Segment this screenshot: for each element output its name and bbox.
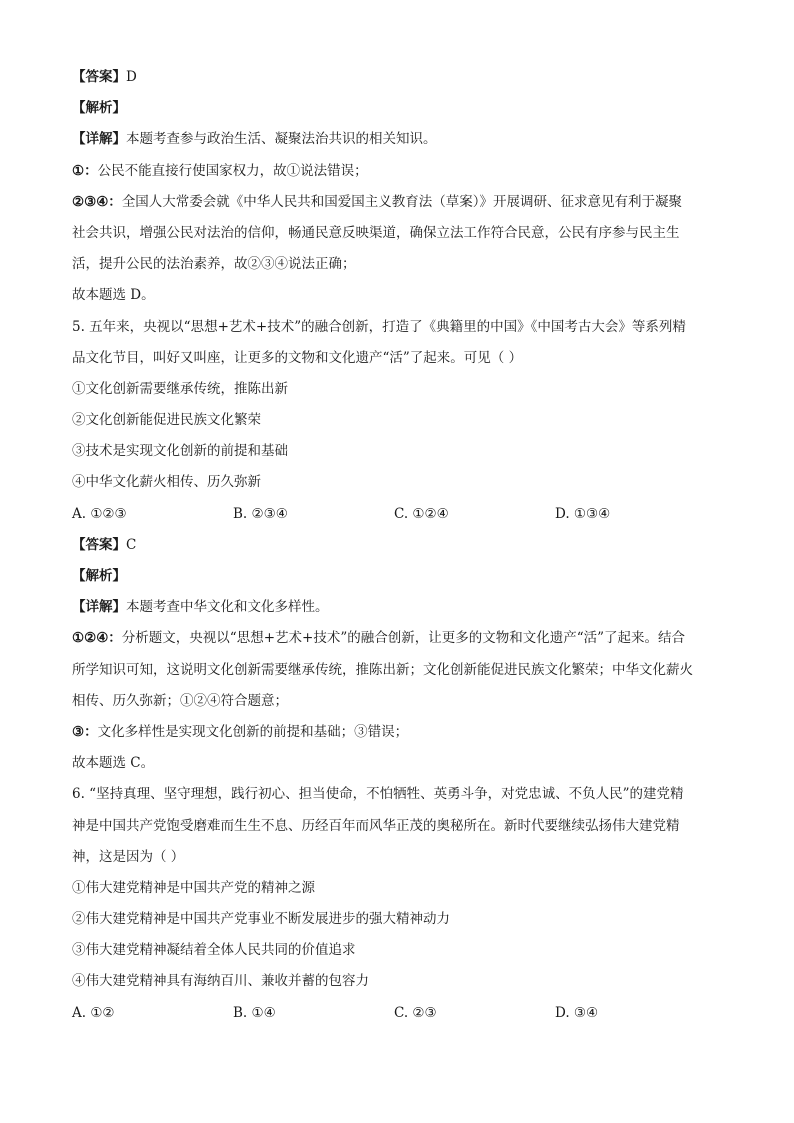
explanation-paragraph xyxy=(72,717,722,748)
explanation-lead: ①②④： xyxy=(72,630,122,647)
statement-item: ③技术是实现文化创新的前提和基础 xyxy=(72,443,288,460)
statement-item: ④中华文化薪火相传、历久弥新 xyxy=(72,474,261,491)
detail-line xyxy=(72,124,722,155)
analysis-tag: 【解析】 xyxy=(72,568,126,584)
answer-tag: 【答案】 xyxy=(72,69,126,85)
explanation-text: 文化多样性是实现文化创新的前提和基础；③错误； xyxy=(97,723,409,740)
explanation-lead: ①： xyxy=(72,162,98,179)
explanation-paragraph xyxy=(72,623,722,654)
answer-tag: 【答案】 xyxy=(72,536,126,553)
statement-item: ①文化创新需要继承传统，推陈出新 xyxy=(72,380,288,397)
detail-tag: 【详解】 xyxy=(72,599,126,616)
question-stem: 品文化节目，叫好又叫座，让更多的文物和文化遗产“活”了起来。可见（ ） xyxy=(72,349,523,366)
question-stem: 神是中国共产党饱受磨难而生生不息、历经百年而风华正茂的奥秘所在。新时代要继续弘扬伟大建党精 xyxy=(72,817,680,834)
question-stem: 5. 五年来，央视以“思想+艺术+技术”的融合创新，打造了《典籍里的中国》《中国考古大会》等系列精 xyxy=(72,318,686,335)
answer-line xyxy=(72,530,722,561)
choice-option-b: B. ①④ xyxy=(233,1004,276,1021)
choice-option-b: B. ②③④ xyxy=(233,505,288,522)
choice-option-a: A. ①② xyxy=(72,1004,115,1021)
choice-option-c: C. ②③ xyxy=(394,1004,437,1021)
explanation-continuation: 所学知识可知，这说明文化创新需要继承传统，推陈出新；文化创新能促进民族文化繁荣；中华文化薪火 xyxy=(72,661,693,678)
explanation-continuation: 活，提升公民的法治素养，故②③④说法正确； xyxy=(72,256,356,273)
analysis-heading xyxy=(72,93,722,124)
answer-value: C xyxy=(126,536,137,553)
statement-item: ②文化创新能促进民族文化繁荣 xyxy=(72,412,261,429)
choice-options xyxy=(72,499,722,530)
explanation-paragraph xyxy=(72,156,722,187)
document-page xyxy=(72,62,722,1029)
choice-option-c: C. ①②④ xyxy=(394,505,449,522)
detail-line xyxy=(72,592,722,623)
question-stem: 6. “坚持真理、坚守理想，践行初心、担当使命，不怕牺牲、英勇斗争，对党忠诚、不负人民”的建党精 xyxy=(72,786,684,803)
statement-item: ③伟大建党精神凝结着全体人民共同的价值追求 xyxy=(72,942,356,959)
detail-text: 本题考查参与政治生活、凝聚法治共识的相关知识。 xyxy=(126,131,437,148)
answer-line xyxy=(72,62,722,93)
statement-item: ②伟大建党精神是中国共产党事业不断发展进步的强大精神动力 xyxy=(72,911,450,928)
explanation-paragraph xyxy=(72,187,722,218)
answer-value: D xyxy=(126,69,137,85)
conclusion-line: 故本题选 D。 xyxy=(72,287,155,304)
explanation-lead: ②③④： xyxy=(72,193,122,210)
explanation-continuation: 相传、历久弥新；①②④符合题意； xyxy=(72,692,288,709)
explanation-text: 全国人大常委会就《中华人民共和国爱国主义教育法（草案）》开展调研、征求意见有利于凝聚 xyxy=(121,193,683,210)
explanation-text: 公民不能直接行使国家权力，故①说法错误； xyxy=(97,162,368,179)
statement-item: ①伟大建党精神是中国共产党的精神之源 xyxy=(72,879,315,896)
question-stem: 神，这是因为（ ） xyxy=(72,848,185,865)
choice-option-a: A. ①②③ xyxy=(72,505,127,522)
choice-options xyxy=(72,998,722,1029)
explanation-text: 分析题文，央视以“思想+艺术+技术”的融合创新，让更多的文物和文化遗产“活”了起来。结合 xyxy=(121,630,686,647)
detail-tag: 【详解】 xyxy=(72,131,126,148)
explanation-continuation: 社会共识，增强公民对法治的信仰，畅通民意反映渠道，确保立法工作符合民意，公民有序参与民主生 xyxy=(72,224,680,241)
explanation-lead: ③： xyxy=(72,723,98,740)
choice-option-d: D. ①③④ xyxy=(555,505,611,522)
analysis-heading xyxy=(72,561,722,592)
choice-option-d: D. ③④ xyxy=(555,1004,599,1021)
detail-text: 本题考查中华文化和文化多样性。 xyxy=(126,599,329,616)
statement-item: ④伟大建党精神具有海纳百川、兼收并蓄的包容力 xyxy=(72,973,369,990)
analysis-tag: 【解析】 xyxy=(72,100,126,117)
conclusion-line: 故本题选 C。 xyxy=(72,755,155,772)
